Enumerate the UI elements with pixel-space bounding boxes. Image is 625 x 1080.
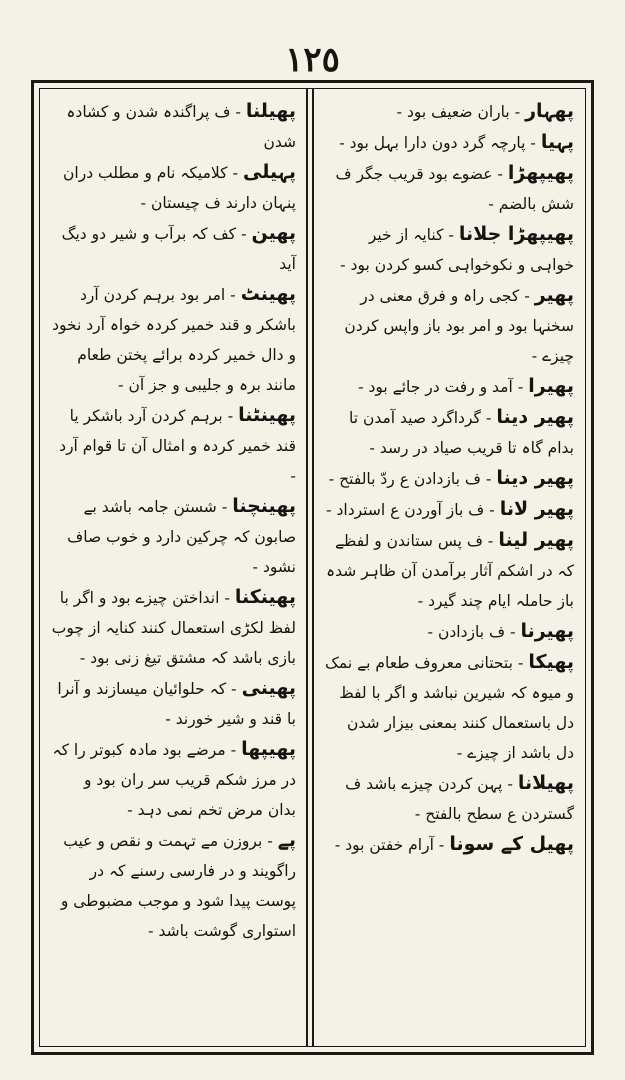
headword: پھیر دینا [496, 467, 574, 489]
dictionary-entry [324, 829, 574, 860]
dictionary-entry [51, 279, 296, 400]
dictionary-entry [51, 734, 296, 825]
definition: - ف بازدادن ع ردّ بالفتح - [328, 470, 497, 488]
definition: - شستن جامہ باشد بے صابون کہ چرکین دارد و خوب صاف نشود - [67, 498, 296, 576]
dictionary-entry [51, 825, 296, 946]
dictionary-entry [324, 371, 574, 402]
definition: - انداختن چیزے بود و اگر با لفظ لکڑی استعمال کنند کنایہ از چوب بازی باشد کہ مشتق تیغ زنی بود - [51, 589, 296, 667]
headword: پہیا [540, 131, 574, 153]
definition: - مرضے بود مادہ کبوتر را کہ در مرز شکم قریب سر ران بود و بدان مرض تخم نمی دہد - [52, 741, 296, 819]
definition: - کلامیکہ نام و مطلب دران پنہان دارند ف چیستان - [63, 164, 296, 212]
definition: - ف پس ستاندن و لفظے کہ در اشکم آثار برآمدن آن ظاہر شدہ باز حاملہ ایام چند گیرد - [326, 532, 574, 610]
column-divider [312, 88, 314, 1047]
headword: پھینٹ [240, 283, 296, 305]
headword: پھیر لینا [498, 529, 574, 551]
dictionary-entry [51, 491, 296, 582]
definition: - بتحتانی معروف طعام بے نمک و میوہ کہ شیرین نباشد و اگر با لفظ دل باستعمال کنند بمعنی بیزار شدن دل باشد از چیزے - [325, 654, 574, 762]
headword: پھین [251, 222, 296, 244]
headword: پھیپھا [241, 738, 296, 760]
dictionary-entry [324, 127, 574, 158]
headword: پھینکنا [234, 586, 296, 608]
definition: - کف کہ برآب و شیر دو دیگ آید [61, 225, 296, 273]
definition: - پارچہ گرد دون دارا بہل بود - [339, 134, 541, 152]
headword: پھیرنا [520, 620, 574, 642]
headword: پھینٹنا [238, 404, 296, 426]
definition: - ف پراگندہ شدن و کشادہ شدن [66, 103, 296, 151]
dictionary-entry [51, 218, 296, 279]
headword: پھیپھڑا [507, 162, 574, 184]
dictionary-entry [324, 158, 574, 219]
headword: پھہار [525, 100, 574, 122]
headword: پے [277, 829, 296, 851]
dictionary-entry [324, 525, 574, 616]
headword: پہیلی [242, 161, 296, 183]
definition: - عضوے بود قریب جگر ف شش بالضم - [335, 165, 574, 213]
left-column [43, 92, 304, 1042]
headword: پھیرا [528, 375, 574, 397]
headword: پھیر دینا [496, 406, 574, 428]
headword: پھیل کے سونا [449, 833, 574, 855]
headword: پھیکا [528, 651, 574, 673]
dictionary-entry [324, 463, 574, 494]
dictionary-entry [51, 157, 296, 218]
dictionary-entry [51, 673, 296, 734]
right-column [316, 92, 582, 1042]
dictionary-entry [324, 219, 574, 280]
definition: - ف بازدادن - [427, 623, 521, 641]
dictionary-entry [51, 582, 296, 673]
dictionary-entry [324, 402, 574, 463]
dictionary-entry [324, 768, 574, 829]
definition: - کجی راہ و فرق معنی در سخنہا بود و امر بود باز واپس کردن چیزے - [344, 287, 574, 365]
headword: پھیلانا [517, 772, 574, 794]
dictionary-entry [51, 96, 296, 157]
definition: - کہ حلوائیان میسازند و آنرا با قند و شیر خورند - [57, 680, 296, 728]
definition: - بروزن مے تہمت و نقص و عیب راگویند و در فارسی رسنے کہ در پوست پیدا شود و موجب مضبوطی و استواری گوشت باشد - [60, 832, 296, 940]
definition: - کنایہ از خیر خواہی و نکوخواہی کسو کردن بود - [340, 226, 574, 274]
dictionary-entry [324, 616, 574, 647]
headword: پھیر [534, 284, 574, 306]
headword: پھینی [241, 677, 296, 699]
definition: - برہم کردن آرد باشکر یا قند خمیر کردہ و امثال آن تا قوام آرد - [59, 407, 296, 485]
definition: - آرام خفتن بود - [334, 836, 450, 854]
dictionary-entry [324, 280, 574, 371]
headword: پھینچنا [232, 495, 296, 517]
dictionary-entry [51, 400, 296, 491]
definition: - امر بود برہم کردن آرد باشکر و قند خمیر کردہ خواہ آرد نخود و دال خمیر کردہ برائے پختن طعام مانند برہ و جلیبی و جز آن - [52, 286, 296, 394]
column-divider [306, 88, 308, 1047]
definition: - گرداگرد صید آمدن تا بدام گاہ تا قریب صیاد در رسد - [349, 409, 574, 457]
dictionary-entry [324, 494, 574, 525]
definition: - آمد و رفت در جائے بود - [357, 378, 529, 396]
headword: پھیپھڑا جلانا [458, 223, 574, 245]
headword: پھیر لانا [499, 498, 574, 520]
dictionary-entry [324, 96, 574, 127]
page-number: ١٢٥ [285, 40, 340, 80]
definition: - ف باز آوردن ع استرداد - [325, 501, 500, 519]
headword: پھیلنا [245, 100, 296, 122]
definition: - باران ضعیف بود - [396, 103, 526, 121]
dictionary-entry [324, 647, 574, 768]
definition: - پہن کردن چیزے باشد ف گستردن ع سطح بالفتح - [345, 775, 574, 823]
